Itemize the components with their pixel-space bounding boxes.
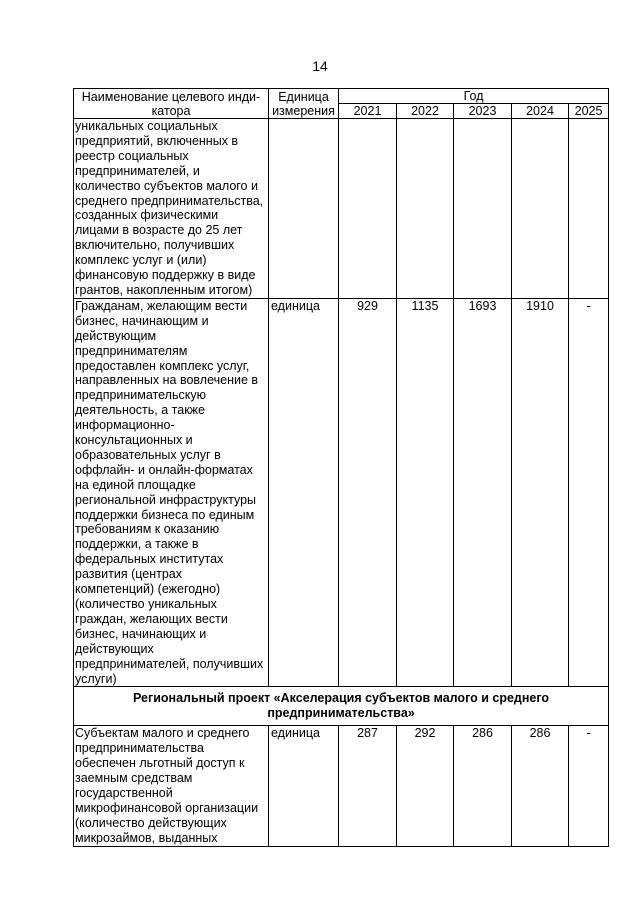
unit-cell: единица [269,298,339,687]
header-year: 2025 [569,104,609,119]
indicator-name-line: среднего предпринимательства, [75,193,264,208]
value-cell: 1135 [397,298,454,687]
indicator-name-line: консультационных и [75,433,193,448]
indicator-name-line: заемным средствам [75,771,193,786]
indicator-name-line: бизнес, начинающим и [75,313,209,328]
indicator-name-line: лицами в возрасте до 25 лет [75,223,243,238]
unit-cell [269,119,339,299]
rows-before-section [74,119,609,687]
indicator-name-line: предприятий, включенных в [75,133,239,148]
table-row [74,119,609,299]
indicator-name-line: предпринимательства [75,741,204,756]
value-cell: - [569,726,609,846]
indicator-name-line: предпринимателей, и [75,163,200,178]
indicator-name-line: Гражданам, желающим вести [75,298,248,313]
indicator-name-line: поддержки, а также в [75,537,199,552]
table-row [74,726,609,846]
header-row-1 [74,89,609,104]
section-title: Региональный проект «Акселерация субъектов малого и среднего предпринимательства» [74,687,609,726]
value-cell: 1910 [512,298,569,687]
header-year: 2021 [339,104,397,119]
indicator-name-line: государственной [75,786,173,801]
header-year: 2023 [454,104,512,119]
value-cell [397,119,454,299]
indicator-name-line: включительно, получивших [75,238,235,253]
indicator-name-line: финансовую поддержку в виде [75,268,256,283]
header-year: 2024 [512,104,569,119]
indicator-name-line: предпринимательскую [75,388,206,403]
indicator-name-line: микрозаймов, выданных [75,830,218,845]
value-cell: 286 [512,726,569,846]
indicator-name-line: комплекс услуг и (или) [75,253,207,268]
indicator-name-cell [74,726,269,846]
indicator-name-line: граждан, желающих вести [75,611,228,626]
indicator-name-line: деятельность, а также [75,403,205,418]
indicator-name-line: предпринимателям [75,343,188,358]
unit-cell: единица [269,726,339,846]
indicator-name-line: информационно- [75,418,175,433]
value-cell: - [569,298,609,687]
indicator-name-line: компетенций) (ежегодно) [75,582,221,597]
value-cell: 287 [339,726,397,846]
rows-after-section [74,726,609,846]
indicator-name-line: направленных на вовлечение в [75,373,259,388]
indicator-name-line: действующим [75,328,157,343]
indicator-name-line: региональной инфраструктуры [75,492,256,507]
value-cell: 292 [397,726,454,846]
indicator-name-line: грантов, накопленным итогом) [75,282,253,297]
header-indicator-name: Наименование целевого инди- катора [74,89,269,119]
indicator-name-line: Субъектам малого и среднего [75,726,250,741]
page-number: 14 [312,58,328,74]
indicator-name-line: созданных физическими [75,208,219,223]
indicator-name-line: реестр социальных [75,148,189,163]
indicator-name-line: оффлайн- и онлайн-форматах [75,462,253,477]
value-cell: 286 [454,726,512,846]
value-cell: 1693 [454,298,512,687]
value-cell: 929 [339,298,397,687]
indicator-name-line: обеспечен льготный доступ к [75,756,245,771]
indicator-name-line: микрофинансовой организации [75,800,259,815]
indicator-name-line: (количество уникальных [75,597,217,611]
indicator-name-line: требованиям к оказанию [75,522,220,537]
indicator-name-line: бизнес, начинающих и [75,626,207,641]
indicator-name-line: развития (центрах [75,567,182,582]
value-cell [454,119,512,299]
value-cell [339,119,397,299]
section-row [74,687,609,726]
indicator-name-cell [74,119,269,299]
indicator-name-line: федеральных институтах [75,552,224,567]
indicator-name-cell [74,298,269,687]
value-cell [569,119,609,299]
table-row [74,298,609,687]
indicator-name-line: количество субъектов малого и [75,178,258,193]
indicator-name-line: действующих [75,641,154,656]
indicator-name-line: поддержки бизнеса по единым [75,507,255,522]
indicator-name-line: уникальных социальных [75,119,218,133]
indicator-name-line: предпринимателей, получивших [75,656,264,671]
indicators-table [73,88,609,847]
indicator-name-line: (количество действующих [75,815,227,830]
indicator-name-line: образовательных услуг в [75,447,221,462]
indicator-name-line: на единой площадке [75,477,196,492]
header-year-group: Год [339,89,609,104]
header-year: 2022 [397,104,454,119]
header-unit: Единица измерения [269,89,339,119]
indicator-name-line: услуги) [75,671,117,686]
indicator-name-line: предоставлен комплекс услуг, [75,358,250,373]
value-cell [512,119,569,299]
